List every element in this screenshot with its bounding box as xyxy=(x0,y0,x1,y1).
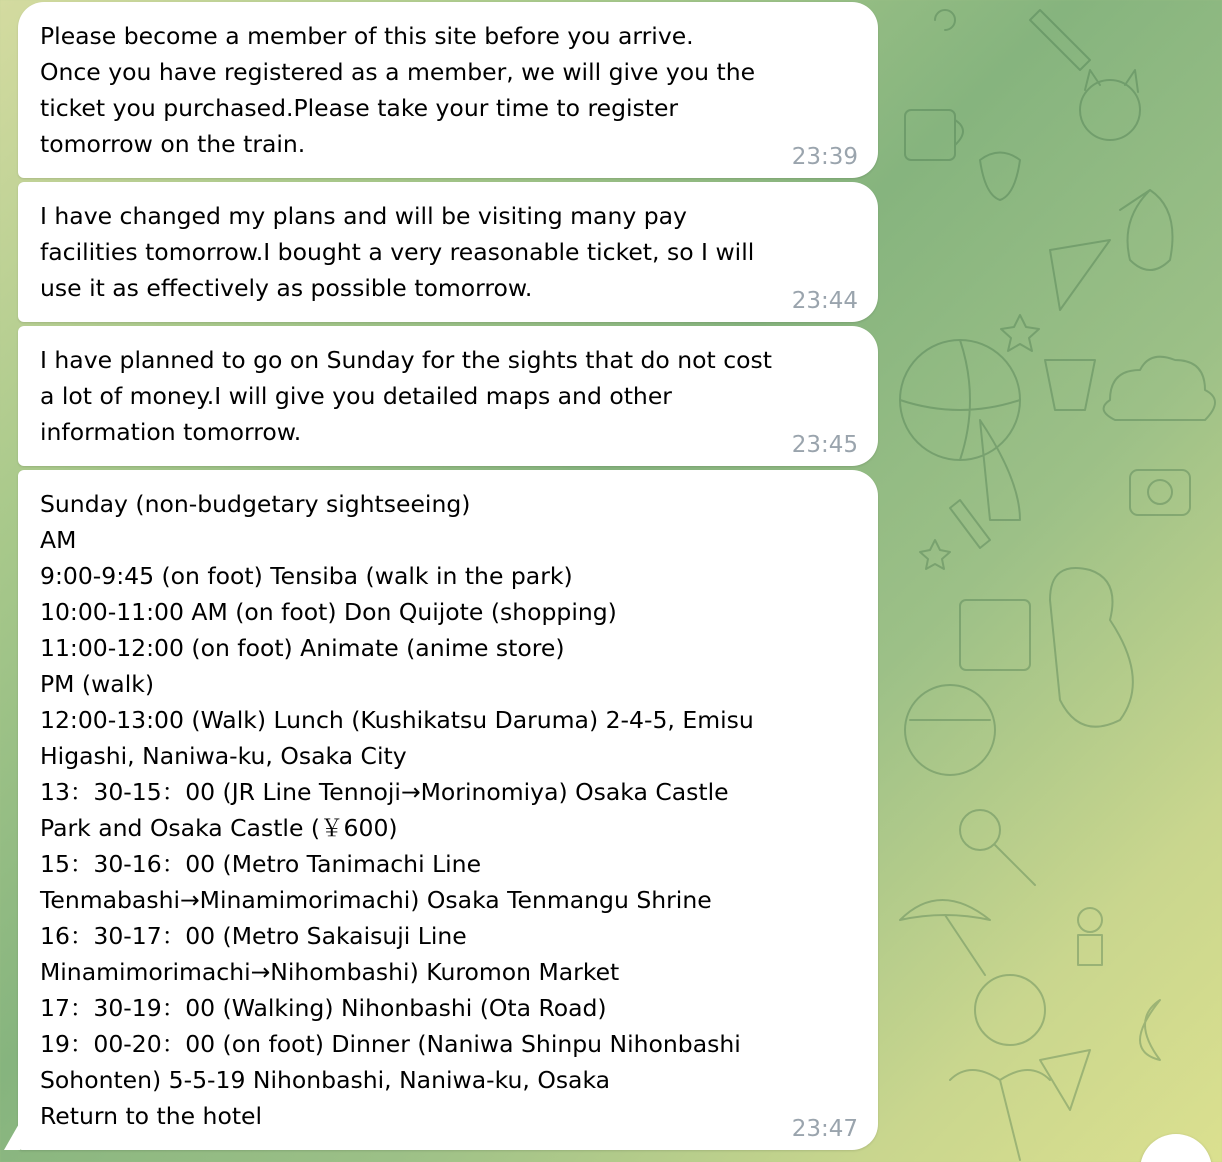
message-timestamp: 23:44 xyxy=(791,288,858,314)
message-bubble[interactable] xyxy=(18,470,878,1150)
message-timestamp: 23:47 xyxy=(791,1116,858,1142)
bubble-tail xyxy=(4,1122,20,1150)
message-timestamp: 23:39 xyxy=(791,144,858,170)
message-bubble[interactable] xyxy=(18,182,878,322)
message-bubble[interactable] xyxy=(18,2,878,178)
message-text: Sunday (non-budgetary sightseeing) AM 9:00-9:45 (on foot) Tensiba (walk in the park) 10:00-11:00 AM (on foot) Don Quijote (shopping) 11:00-12:00 (on foot) Animate (anime store) PM (walk) 12:00-13:00 (Walk) Lunch (Kushikatsu Daruma) 2-4-5, Emisu Higashi, Naniwa-ku, Osaka City 13：30-15：00 (JR Line Tennoji→Morinomiya) Osaka Castle Park and Osaka Castle (￥600) 15：30-16：00 (Metro Tanimachi Line Tenmabashi→Minamimorimachi) Osaka Tenmangu Shrine 16：30-17：00 (Metro Sakaisuji Line Minamimorimachi→Nihombashi) Kuromon Market 17：30-19：00 (Walking) Nihonbashi (Ota Road) 19：00-20：00 (on foot) Dinner (Naniwa Shinpu Nihonbashi Sohonten) 5-5-19 Nihonbashi, Naniwa-ku, Osaka Return to the hotel xyxy=(40,490,754,1130)
message-timestamp: 23:45 xyxy=(791,432,858,458)
message-text: I have planned to go on Sunday for the sights that do not cost a lot of money.I will give you detailed maps and other information tomorrow. xyxy=(40,346,772,446)
message-text: I have changed my plans and will be visiting many pay facilities tomorrow.I bought a very reasonable ticket, so I will use it as effectively as possible tomorrow. xyxy=(40,202,755,302)
message-text: Please become a member of this site before you arrive. Once you have registered as a member, we will give you the ticket you purchased.Please take your time to register tomorrow on the train. xyxy=(40,22,756,158)
message-bubble[interactable] xyxy=(18,326,878,466)
